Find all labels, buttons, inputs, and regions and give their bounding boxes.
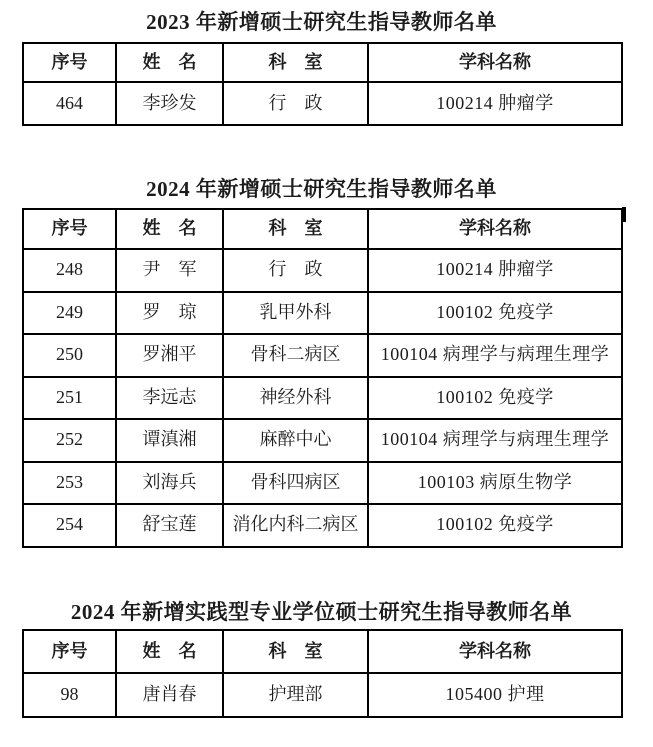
- cell-discipline: 100103 病原生物学: [368, 462, 622, 505]
- scan-artifact-mark: [622, 207, 626, 222]
- cell-department: 护理部: [223, 673, 368, 717]
- table-header-row: [23, 43, 622, 82]
- header-name: 姓 名: [116, 630, 223, 673]
- table-row: [23, 292, 622, 335]
- cell-name: 谭滇湘: [116, 419, 223, 462]
- cell-discipline: 100104 病理学与病理生理学: [368, 334, 622, 377]
- table-row: [23, 249, 622, 292]
- cell-discipline: 100214 肿瘤学: [368, 249, 622, 292]
- table-header-row: [23, 209, 622, 249]
- cell-department: 行 政: [223, 82, 368, 125]
- table-title-2024-practical-supervisors: 2024 年新增实践型专业学位硕士研究生指导教师名单: [70, 600, 573, 624]
- table-row: [23, 377, 622, 420]
- table-row: [23, 82, 622, 125]
- cell-department: 神经外科: [223, 377, 368, 420]
- cell-discipline: 105400 护理: [368, 673, 622, 717]
- cell-department: 消化内科二病区: [223, 504, 368, 547]
- cell-discipline: 100104 病理学与病理生理学: [368, 419, 622, 462]
- table-2024-practical-supervisors: [22, 629, 623, 718]
- header-discipline: 学科名称: [368, 209, 622, 249]
- header-name: 姓 名: [116, 209, 223, 249]
- cell-name: 李远志: [116, 377, 223, 420]
- table-title-2024-supervisors: 2024 年新增硕士研究生指导教师名单: [146, 177, 497, 201]
- cell-serial-number: 249: [23, 292, 116, 335]
- cell-name: 罗 琼: [116, 292, 223, 335]
- cell-serial-number: 251: [23, 377, 116, 420]
- cell-serial-number: 254: [23, 504, 116, 547]
- cell-serial-number: 464: [23, 82, 116, 125]
- cell-serial-number: 248: [23, 249, 116, 292]
- cell-department: 骨科二病区: [223, 334, 368, 377]
- table-2024-supervisors: [22, 208, 623, 548]
- cell-name: 唐肖春: [116, 673, 223, 717]
- header-discipline: 学科名称: [368, 630, 622, 673]
- cell-department: 麻醉中心: [223, 419, 368, 462]
- cell-serial-number: 252: [23, 419, 116, 462]
- cell-discipline: 100214 肿瘤学: [368, 82, 622, 125]
- header-department: 科 室: [223, 43, 368, 82]
- cell-serial-number: 98: [23, 673, 116, 717]
- cell-name: 尹 军: [116, 249, 223, 292]
- cell-serial-number: 250: [23, 334, 116, 377]
- cell-name: 罗湘平: [116, 334, 223, 377]
- header-department: 科 室: [223, 209, 368, 249]
- cell-department: 行 政: [223, 249, 368, 292]
- header-name: 姓 名: [116, 43, 223, 82]
- cell-discipline: 100102 免疫学: [368, 504, 622, 547]
- table-row: [23, 504, 622, 547]
- cell-name: 舒宝莲: [116, 504, 223, 547]
- header-discipline: 学科名称: [368, 43, 622, 82]
- cell-department: 骨科四病区: [223, 462, 368, 505]
- cell-department: 乳甲外科: [223, 292, 368, 335]
- table-2023-supervisors: [22, 42, 623, 126]
- table-row: [23, 419, 622, 462]
- table-row: [23, 462, 622, 505]
- header-department: 科 室: [223, 630, 368, 673]
- cell-name: 刘海兵: [116, 462, 223, 505]
- table-title-2023-supervisors: 2023 年新增硕士研究生指导教师名单: [146, 10, 497, 34]
- header-serial-number: 序号: [23, 209, 116, 249]
- table-header-row: [23, 630, 622, 673]
- table-row: [23, 673, 622, 717]
- header-serial-number: 序号: [23, 630, 116, 673]
- cell-serial-number: 253: [23, 462, 116, 505]
- table-row: [23, 334, 622, 377]
- cell-discipline: 100102 免疫学: [368, 292, 622, 335]
- cell-discipline: 100102 免疫学: [368, 377, 622, 420]
- cell-name: 李珍发: [116, 82, 223, 125]
- header-serial-number: 序号: [23, 43, 116, 82]
